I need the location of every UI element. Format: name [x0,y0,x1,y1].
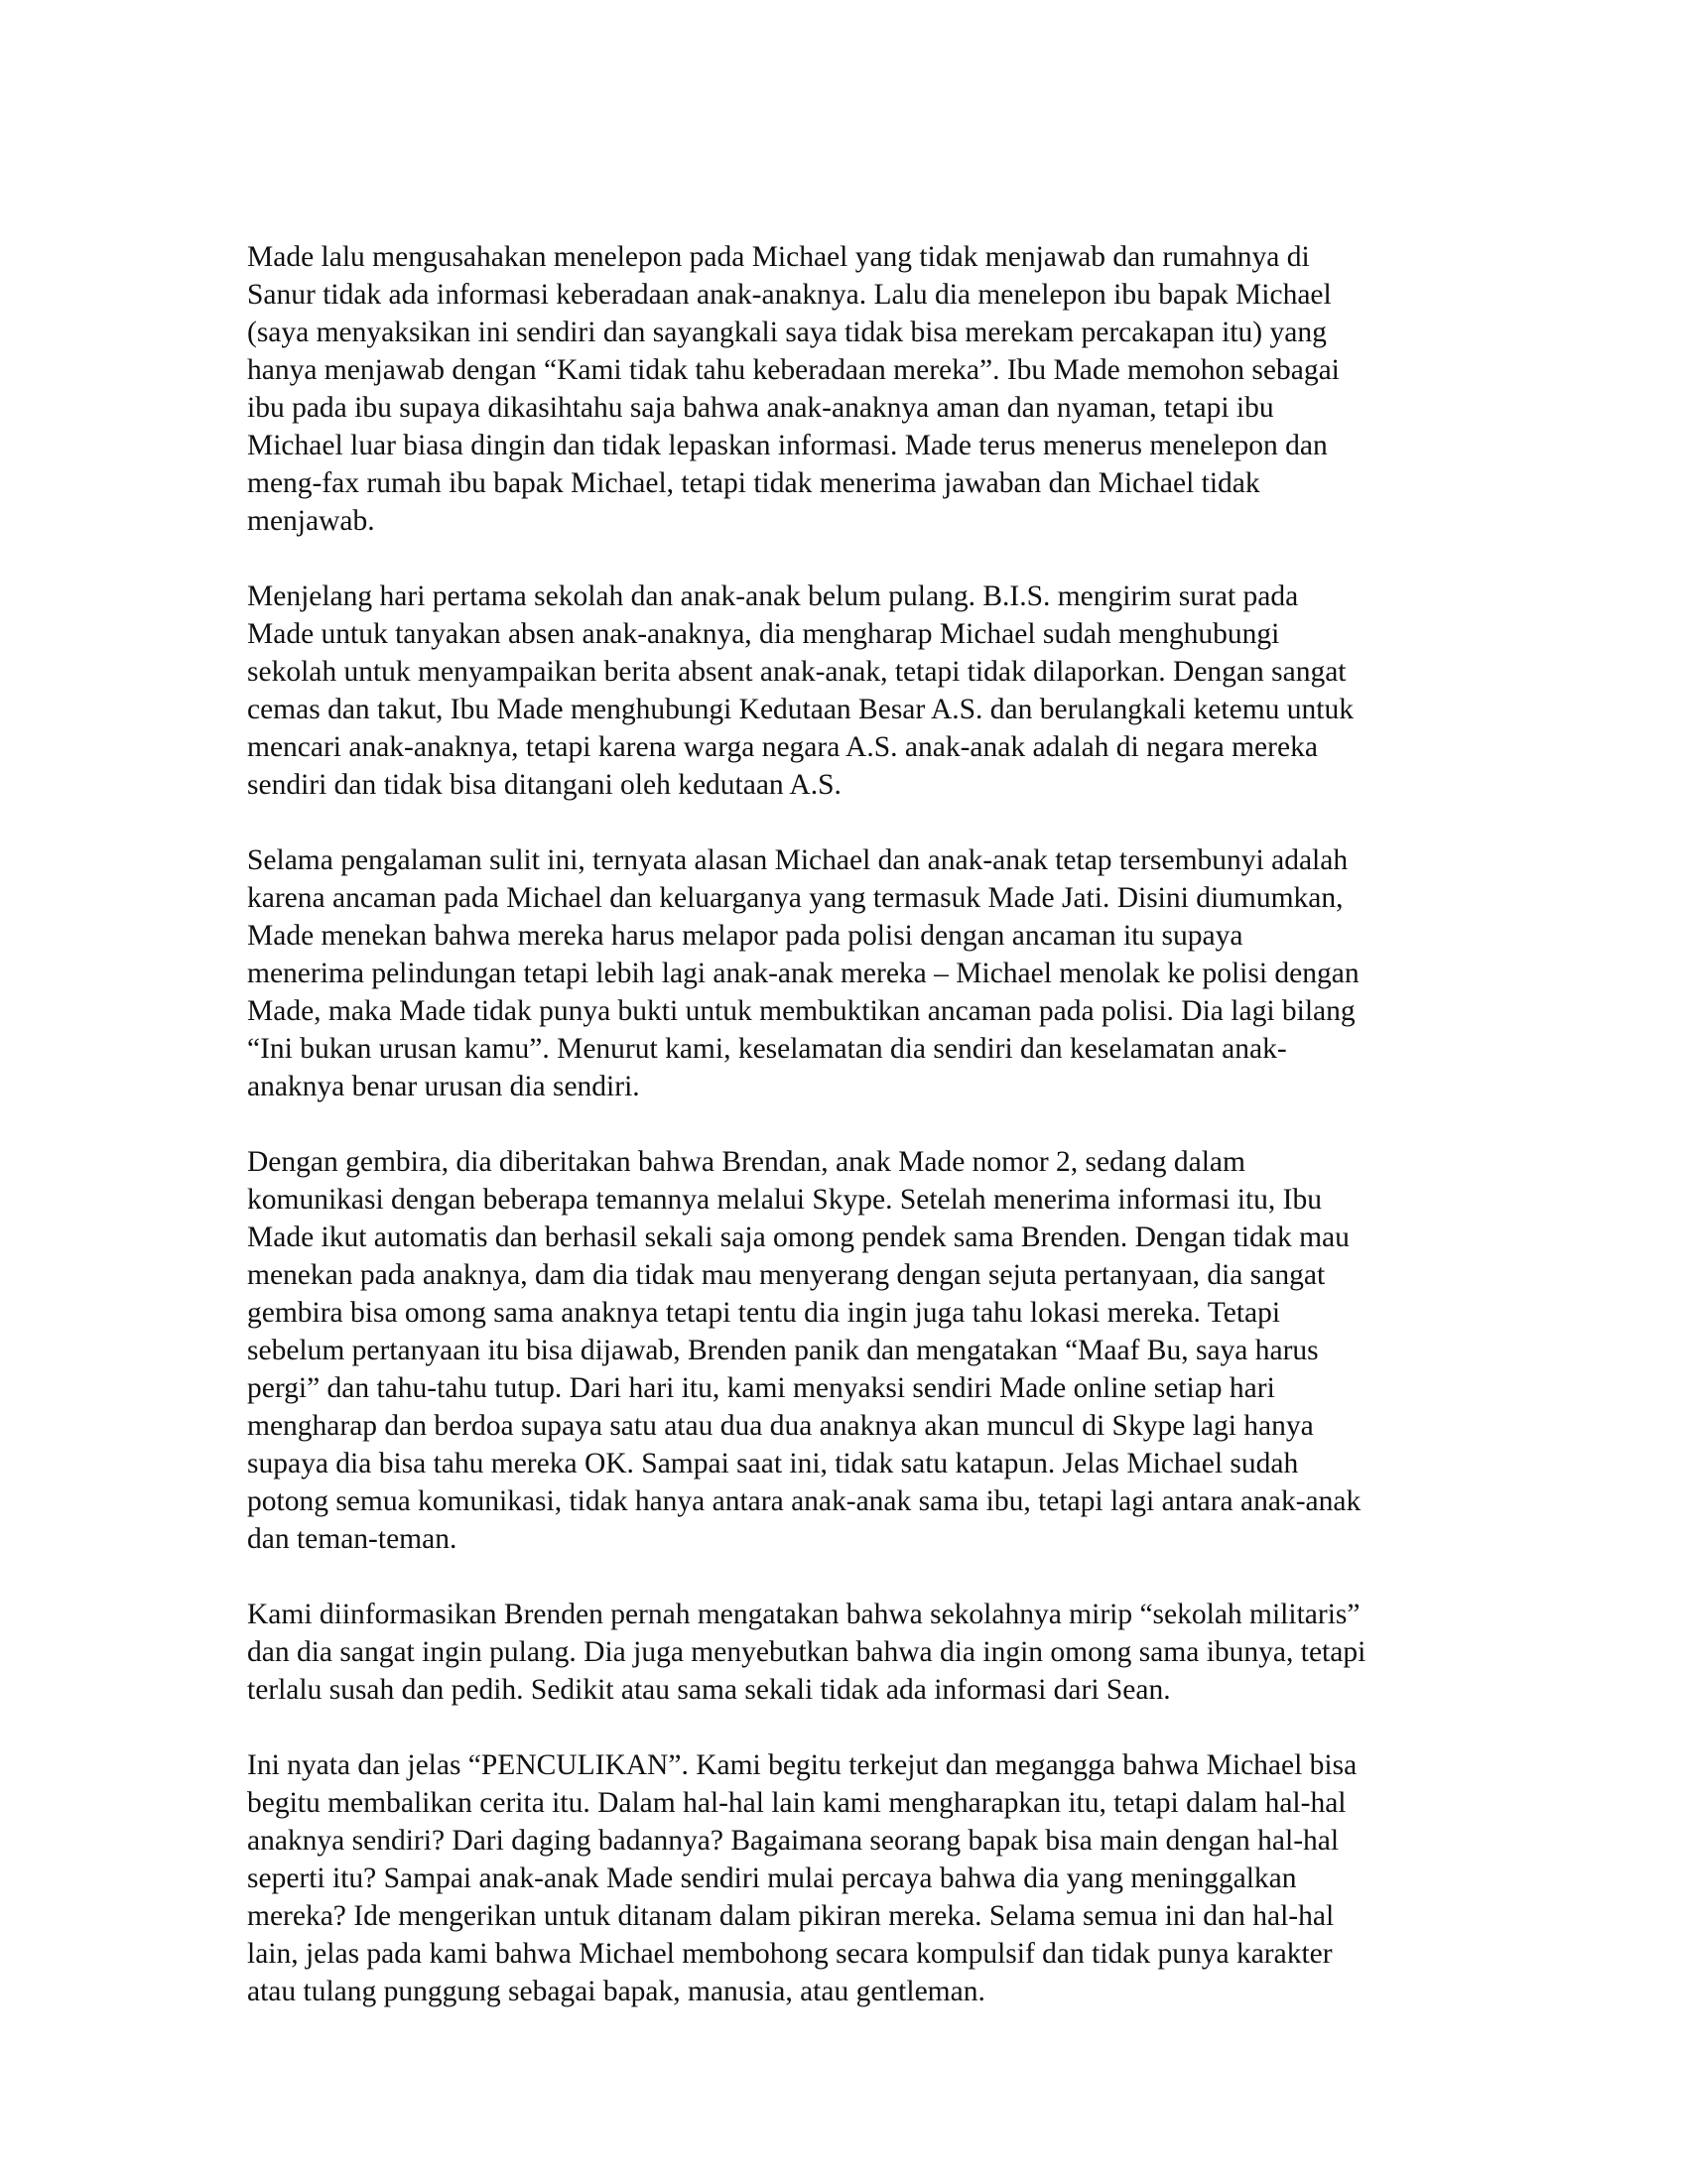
text-line: Made ikut automatis dan berhasil sekali saja omong pendek sama Brenden. Dengan tidak mau [247,1221,1350,1253]
text-line: anaknya benar urusan dia sendiri. [247,1071,640,1102]
text-line: dan teman-teman. [247,1523,457,1555]
paragraph-2 [247,578,1527,804]
text-line: Sanur tidak ada informasi keberadaan anak-anaknya. Lalu dia menelepon ibu bapak Michael [247,279,1332,311]
text-line: menekan pada anaknya, dam dia tidak mau menyerang dengan sejuta pertanyaan, dia sangat [247,1259,1326,1291]
text-line: potong semua komunikasi, tidak hanya antara anak-anak sama ibu, tetapi lagi antara anak-anak [247,1485,1362,1517]
text-line: begitu membalikan cerita itu. Dalam hal-hal lain kami mengharapkan itu, tetapi dalam hal-hal [247,1787,1347,1819]
text-line: (saya menyaksikan ini sendiri dan sayangkali saya tidak bisa merekam percakapan itu) yang [247,317,1327,348]
text-line: mereka? Ide mengerikan untuk ditanam dalam pikiran mereka. Selama semua ini dan hal-hal [247,1900,1335,1932]
paragraph-6 [247,1746,1527,2010]
text-line: Ini nyata dan jelas “PENCULIKAN”. Kami begitu terkejut dan megangga bahwa Michael bisa [247,1749,1358,1781]
text-line: Dengan gembira, dia diberitakan bahwa Brendan, anak Made nomor 2, sedang dalam [247,1146,1245,1178]
text-line: sebelum pertanyaan itu bisa dijawab, Brenden panik dan mengatakan “Maaf Bu, saya harus [247,1335,1319,1366]
text-line: komunikasi dengan beberapa temannya melalui Skype. Setelah menerima informasi itu, Ibu [247,1184,1322,1216]
text-line: karena ancaman pada Michael dan keluarganya yang termasuk Made Jati. Disini diumumkan, [247,882,1344,914]
text-line: seperti itu? Sampai anak-anak Made sendiri mulai percaya bahwa dia yang meninggalkan [247,1863,1297,1894]
text-line: dan dia sangat ingin pulang. Dia juga menyebutkan bahwa dia ingin omong sama ibunya, tetapi [247,1636,1366,1668]
text-line: Made untuk tanyakan absen anak-anaknya, dia mengharap Michael sudah menghubungi [247,618,1280,650]
text-line: menjawab. [247,505,375,537]
text-line: cemas dan takut, Ibu Made menghubungi Kedutaan Besar A.S. dan berulangkali ketemu untuk [247,694,1354,725]
text-line: gembira bisa omong sama anaknya tetapi tentu dia ingin juga tahu lokasi mereka. Tetapi [247,1297,1281,1329]
text-line: ibu pada ibu supaya dikasihtahu saja bahwa anak-anaknya aman dan nyaman, tetapi ibu [247,392,1274,424]
document-body [247,238,1527,2048]
paragraph-4 [247,1143,1527,1558]
text-line: mengharap dan berdoa supaya satu atau dua dua anaknya akan muncul di Skype lagi hanya [247,1410,1314,1442]
text-line: sekolah untuk menyampaikan berita absent anak-anak, tetapi tidak dilaporkan. Dengan sangat [247,656,1347,688]
text-line: pergi” dan tahu-tahu tutup. Dari hari itu, kami menyaksi sendiri Made online setiap hari [247,1372,1275,1404]
text-line: anaknya sendiri? Dari daging badannya? Bagaimana seorang bapak bisa main dengan hal-hal [247,1825,1340,1857]
text-line: “Ini bukan urusan kamu”. Menurut kami, keselamatan dia sendiri dan keselamatan anak- [247,1033,1287,1065]
text-line: meng-fax rumah ibu bapak Michael, tetapi tidak menerima jawaban dan Michael tidak [247,467,1260,499]
text-line: terlalu susah dan pedih. Sedikit atau sama sekali tidak ada informasi dari Sean. [247,1674,1171,1706]
paragraph-3 [247,841,1527,1105]
text-line: sendiri dan tidak bisa ditangani oleh kedutaan A.S. [247,769,842,801]
text-line: Menjelang hari pertama sekolah dan anak-anak belum pulang. B.I.S. mengirim surat pada [247,580,1299,612]
text-line: lain, jelas pada kami bahwa Michael membohong secara kompulsif dan tidak punya karakter [247,1938,1333,1970]
text-line: mencari anak-anaknya, tetapi karena warga negara A.S. anak-anak adalah di negara mereka [247,731,1318,763]
text-line: menerima pelindungan tetapi lebih lagi anak-anak mereka – Michael menolak ke polisi dengan [247,958,1360,989]
text-line: Michael luar biasa dingin dan tidak lepaskan informasi. Made terus menerus menelepon dan [247,430,1328,461]
paragraph-1 [247,238,1527,540]
text-line: Kami diinformasikan Brenden pernah mengatakan bahwa sekolahnya mirip “sekolah militaris” [247,1599,1361,1630]
text-line: Selama pengalaman sulit ini, ternyata alasan Michael dan anak-anak tetap tersembunyi adalah [247,844,1349,876]
paragraph-5 [247,1596,1527,1709]
text-line: supaya dia bisa tahu mereka OK. Sampai saat ini, tidak satu katapun. Jelas Michael sudah [247,1448,1299,1479]
text-line: Made lalu mengusahakan menelepon pada Michael yang tidak menjawab dan rumahnya di [247,241,1310,273]
text-line: hanya menjawab dengan “Kami tidak tahu keberadaan mereka”. Ibu Made memohon sebagai [247,354,1340,386]
text-line: Made, maka Made tidak punya bukti untuk membuktikan ancaman pada polisi. Dia lagi bilang [247,995,1356,1027]
text-line: Made menekan bahwa mereka harus melapor pada polisi dengan ancaman itu supaya [247,920,1243,952]
text-line: atau tulang punggung sebagai bapak, manusia, atau gentleman. [247,1976,985,2007]
